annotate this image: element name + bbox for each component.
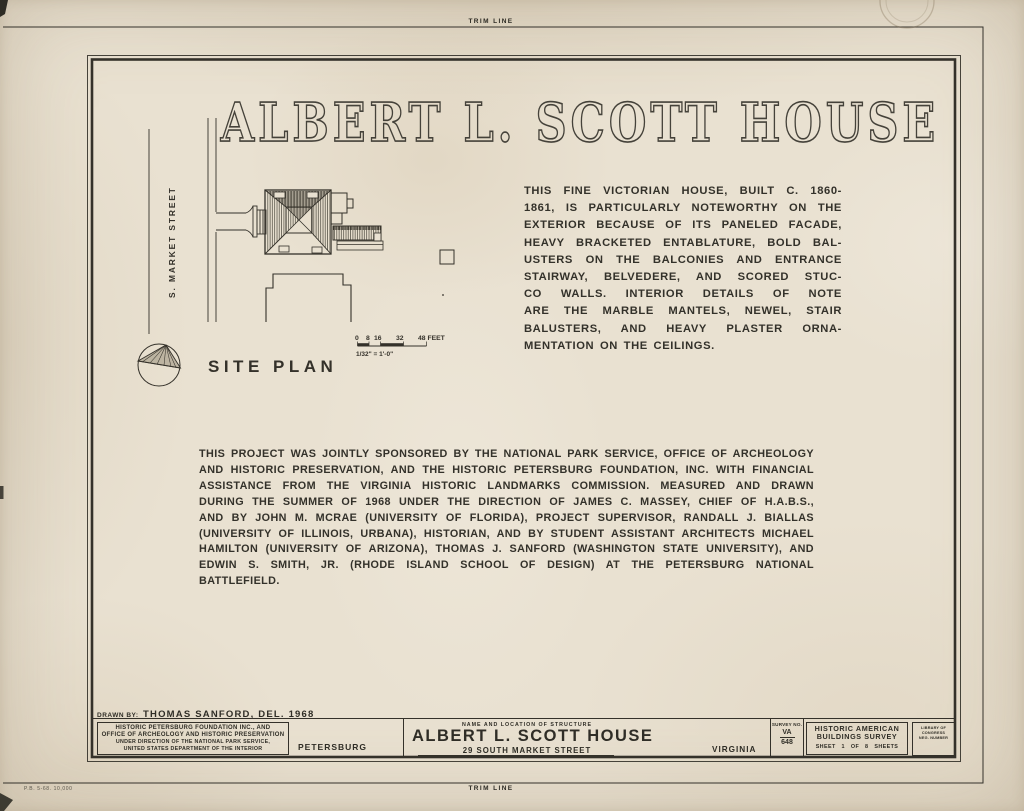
library-of-congress-box <box>912 722 955 756</box>
house-roof-plan <box>265 190 331 254</box>
habs-line2: BUILDINGS SURVEY <box>816 732 898 742</box>
text-line: STAIRWAY, BELVEDERE, AND SCORED STUC- <box>524 271 842 284</box>
text-line: MENTATION ON THE CEILINGS. <box>524 339 715 352</box>
scale-tick: 16 <box>374 335 382 342</box>
text-line: USTERS ON THE BALCONIES AND ENTRANCE <box>524 253 842 266</box>
embossed-stamp <box>880 0 934 28</box>
terrace-outline <box>266 274 351 322</box>
text-line: 1861, IS PARTICULARLY NOTEWORTHY ON THE <box>524 202 842 215</box>
scale-tick: 48 FEET <box>418 335 445 342</box>
title-block-divider <box>803 719 804 758</box>
sheet-title: ALBERT L. SCOTT HOUSE <box>220 92 940 155</box>
walkway <box>216 206 266 237</box>
text-line: UNITED STATES DEPARTMENT OF THE INTERIOR <box>123 745 263 752</box>
title-block-divider <box>403 719 404 758</box>
scale-tick: 8 <box>366 335 370 342</box>
text-line: OFFICE OF ARCHEOLOGY AND HISTORIC PRESERVATION <box>101 732 285 739</box>
scale-note: 1/32" = 1'-0" <box>356 351 394 358</box>
sheet-border <box>88 56 961 762</box>
text-line: THIS PROJECT WAS JOINTLY SPONSORED BY THE NATIONAL PARK SERVICE, OFFICE OF ARCHEOLOGY <box>199 448 814 460</box>
text-line: EXTERIOR BECAUSE OF ITS PANELED FACADE, <box>524 219 842 232</box>
structure-caption: NAME AND LOCATION OF STRUCTURE <box>461 721 593 728</box>
scale-tick: 0 <box>355 335 359 342</box>
print-code: P.B. 5-68. 10,000 <box>24 786 73 792</box>
state-label: VIRGINIA <box>712 745 757 754</box>
structure-address: 29 SOUTH MARKET STREET <box>462 746 592 755</box>
text-line: EDWIN S. SMITH, JR. (RHODE ISLAND SCHOOL OF DESIGN) AT THE PETERSBURG NATIONAL BATTLEFIELD. <box>199 559 814 588</box>
text-line: UNDER DIRECTION OF THE NATIONAL PARK SERVICE, <box>115 739 271 746</box>
drawn-by-value: THOMAS SANFORD, DEL. 1968 <box>143 709 315 720</box>
structure-name: ALBERT L. SCOTT HOUSE <box>412 727 654 745</box>
survey-number: 648 <box>781 739 793 746</box>
agency-box <box>97 722 289 755</box>
text-line: AND BY JOHN M. MCRAE (UNIVERSITY OF FLORIDA), PROJECT SUPERVISOR, RANDALL J. BIALLAS <box>199 511 814 524</box>
habs-sheet-line: SHEET 1 OF 8 SHEETS <box>815 743 899 750</box>
site-plan-drawing <box>138 118 454 386</box>
loc-line2: NEG. NUMBER <box>918 735 949 740</box>
outbuilding <box>440 250 454 264</box>
description-paragraph <box>524 183 842 355</box>
text-line: DURING THE SUMMER OF 1968 UNDER THE DIRECTION OF JAMES C. MASSEY, CHIEF OF H.A.B.S., <box>199 495 814 508</box>
credits-paragraph <box>199 447 814 590</box>
habs-box <box>806 722 908 755</box>
text-line: THIS FINE VICTORIAN HOUSE, BUILT C. 1860- <box>524 185 842 197</box>
text-line: (UNIVERSITY OF ILLINOIS, URBANA), HISTORIAN, AND BY STUDENT ASSISTANT ARCHITECTS MICHAEL <box>199 527 814 540</box>
text-line: CO WALLS. INTERIOR DETAILS OF NOTE <box>524 288 842 301</box>
loc-line1: LIBRARY OF CONGRESS <box>921 726 946 735</box>
street-label: S. MARKET STREET <box>167 186 177 298</box>
text-line: AND HISTORIC PRESERVATION, AND THE HISTORIC PETERSBURG FOUNDATION, INC. WITH FINANCIAL <box>199 463 814 476</box>
survey-caption: SURVEY NO. <box>771 722 803 727</box>
scale-bar <box>355 335 446 358</box>
text-line: ASSISTANCE FROM THE VIRGINIA HISTORIC LANDMARKS COMMISSION. MEASURED AND DRAWN <box>199 479 814 492</box>
text-line: HEAVY BRACKETED ENTABLATURE, BOLD BAL- <box>524 236 842 249</box>
north-arrow-icon <box>138 344 181 386</box>
text-line: HISTORIC PETERSBURG FOUNDATION INC., AND <box>115 725 271 731</box>
trim-line-label-bottom: TRIM LINE <box>468 785 514 792</box>
title-block <box>92 718 955 758</box>
survey-state: VA <box>782 729 792 736</box>
city-label: PETERSBURG <box>298 742 368 752</box>
survey-number-box <box>771 719 803 758</box>
text-line: HAMILTON (UNIVERSITY OF ARIZONA), THOMAS J. SANFORD (WASHINGTON STATE UNIVERSITY), AND <box>199 543 814 556</box>
survey-fraction-line <box>780 737 795 738</box>
drawn-by-caption: DRAWN BY: <box>97 712 139 719</box>
text-line: BALUSTERS, AND HEAVY PLASTER ORNA- <box>524 322 842 335</box>
address-underline <box>418 755 614 756</box>
paper-edge-marks <box>0 0 13 811</box>
scale-tick: 32 <box>396 335 404 342</box>
house-wings <box>331 193 383 250</box>
text-line: ARE THE MARBLE MANTELS, NEWEL, STAIR <box>524 305 842 318</box>
trim-line-label-top: TRIM LINE <box>468 18 514 25</box>
site-plan-caption: SITE PLAN <box>208 357 338 376</box>
habs-line1: HISTORIC AMERICAN <box>814 724 900 733</box>
